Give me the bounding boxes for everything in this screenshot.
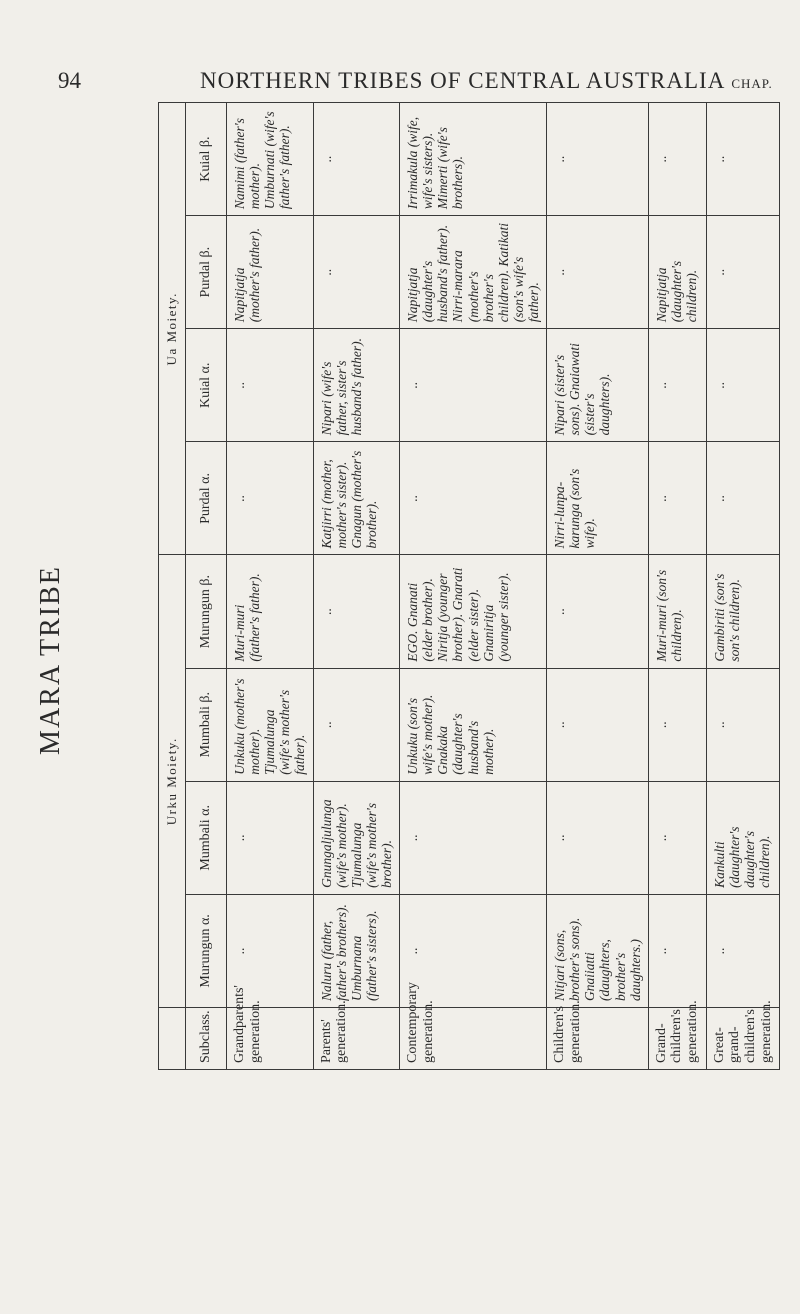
table-cell: ..	[227, 329, 314, 442]
table-cell: Napitjatja (daughter's children).	[648, 216, 706, 329]
table-cell: ..	[648, 668, 706, 781]
table-cell: Muri-muri (son's children).	[648, 555, 706, 668]
table-cell: ..	[648, 781, 706, 894]
table-cell: ..	[313, 103, 400, 216]
table-cell: Napitjatja (mother's father).	[227, 216, 314, 329]
table-cell: ..	[227, 442, 314, 555]
table-row	[400, 103, 547, 1070]
table-cell: Muri-muri (father's father).	[227, 555, 314, 668]
generation-label: Children's generation.	[547, 1008, 649, 1070]
table-cell: ..	[648, 103, 706, 216]
table-cell: Nitjari (sons, brother's sons). Gnaiiatti (daughters, brother's daughters.)	[547, 894, 649, 1007]
table-cell: Namimi (father's mother). Umburnati (wife's father's father).	[227, 103, 314, 216]
table-cell: Irrimakula (wife, wife's sisters). Mimerti (wife's brothers).	[400, 103, 547, 216]
moiety-corner	[159, 1008, 186, 1070]
ua-moiety-header: Ua Moiety.	[159, 103, 186, 556]
column-header: Mumbali α.	[186, 781, 227, 894]
table-cell: Gnungaljulunga (wife's mother). Tjumalunga (wife's mother's brother).	[313, 781, 400, 894]
table-row	[227, 103, 314, 1070]
table-row	[648, 103, 706, 1070]
table-cell: ..	[400, 442, 547, 555]
table-cell: ..	[648, 442, 706, 555]
table-cell: Unkuku (mother's mother). Tjumalunga (wife's mother's father).	[227, 668, 314, 781]
moiety-header-row	[159, 103, 186, 1070]
table-cell: Unkuku (son's wife's mother). Gnakaka (daughter's husband's mother).	[400, 668, 547, 781]
table-cell: ..	[547, 103, 649, 216]
kinship-table-wrapper	[158, 102, 774, 1070]
table-cell: ..	[313, 216, 400, 329]
column-header: Kuial α.	[186, 329, 227, 442]
subclass-header-row	[186, 103, 227, 1070]
table-cell: ..	[706, 668, 780, 781]
urku-moiety-header: Urku Moiety.	[159, 555, 186, 1008]
table-cell: ..	[648, 329, 706, 442]
table-cell: ..	[547, 555, 649, 668]
table-cell: Kankulti (daughter's daughter's children).	[706, 781, 780, 894]
table-cell: ..	[547, 781, 649, 894]
running-title-suffix: CHAP.	[731, 76, 773, 91]
table-cell: ..	[706, 103, 780, 216]
generation-label: Grand-children's generation.	[648, 1008, 706, 1070]
table-cell: EGO. Gnanati (elder brother). Niritja (younger brother). Gnarati (elder sister). Gnaniritja (younger sister).	[400, 555, 547, 668]
column-header: Purdal α.	[186, 442, 227, 555]
column-header: Purdal β.	[186, 216, 227, 329]
table-cell: ..	[706, 216, 780, 329]
table-cell: Naluru (father, father's brothers). Umburnana (father's sisters).	[313, 894, 400, 1007]
kinship-table	[158, 102, 780, 1070]
running-title-text: NORTHERN TRIBES OF CENTRAL AUSTRALIA	[200, 68, 726, 93]
table-cell: ..	[547, 668, 649, 781]
page-header	[0, 68, 800, 104]
column-header: Murungun α.	[186, 894, 227, 1007]
table-cell: ..	[706, 442, 780, 555]
table-cell: ..	[313, 668, 400, 781]
table-cell: Nipari (wife's father, sister's husband's father).	[313, 329, 400, 442]
table-row	[313, 103, 400, 1070]
column-header: Murungun β.	[186, 555, 227, 668]
table-row	[547, 103, 649, 1070]
table-cell: ..	[227, 894, 314, 1007]
table-cell: ..	[547, 216, 649, 329]
page-number: 94	[58, 68, 81, 93]
table-cell: ..	[400, 781, 547, 894]
table-cell: Nipari (sister's sons). Gnaiawati (sister's daughters).	[547, 329, 649, 442]
table-cell: ..	[706, 329, 780, 442]
rotated-table-frame	[158, 102, 774, 1070]
column-header: Kuial β.	[186, 103, 227, 216]
generation-label: Parents' generation.	[313, 1008, 400, 1070]
subclass-label-header: Subclass.	[186, 1008, 227, 1070]
column-header: Mumbali β.	[186, 668, 227, 781]
table-cell: Nirri-lunpa-karunga (son's wife).	[547, 442, 649, 555]
table-cell: ..	[400, 894, 547, 1007]
generation-label: Grandparents' generation.	[227, 1008, 314, 1070]
table-cell: ..	[313, 555, 400, 668]
table-row	[706, 103, 780, 1070]
table-cell: Gambiriti (son's son's children).	[706, 555, 780, 668]
table-cell: Napitjatja (daughter's husband's father). Nirri-marara (mother's brother's children). Katikati (son's wife's father).	[400, 216, 547, 329]
table-body	[227, 103, 780, 1070]
table-cell: ..	[400, 329, 547, 442]
running-title	[200, 68, 773, 94]
side-title: MARA TRIBE	[35, 565, 66, 755]
table-cell: ..	[706, 894, 780, 1007]
table-cell: ..	[227, 781, 314, 894]
table-cell: ..	[648, 894, 706, 1007]
generation-label: Contemporary generation.	[400, 1008, 547, 1070]
table-cell: Katjirri (mother, mother's sister). Gnagun (mother's brother).	[313, 442, 400, 555]
generation-label: Great-grand-children's generation.	[706, 1008, 780, 1070]
